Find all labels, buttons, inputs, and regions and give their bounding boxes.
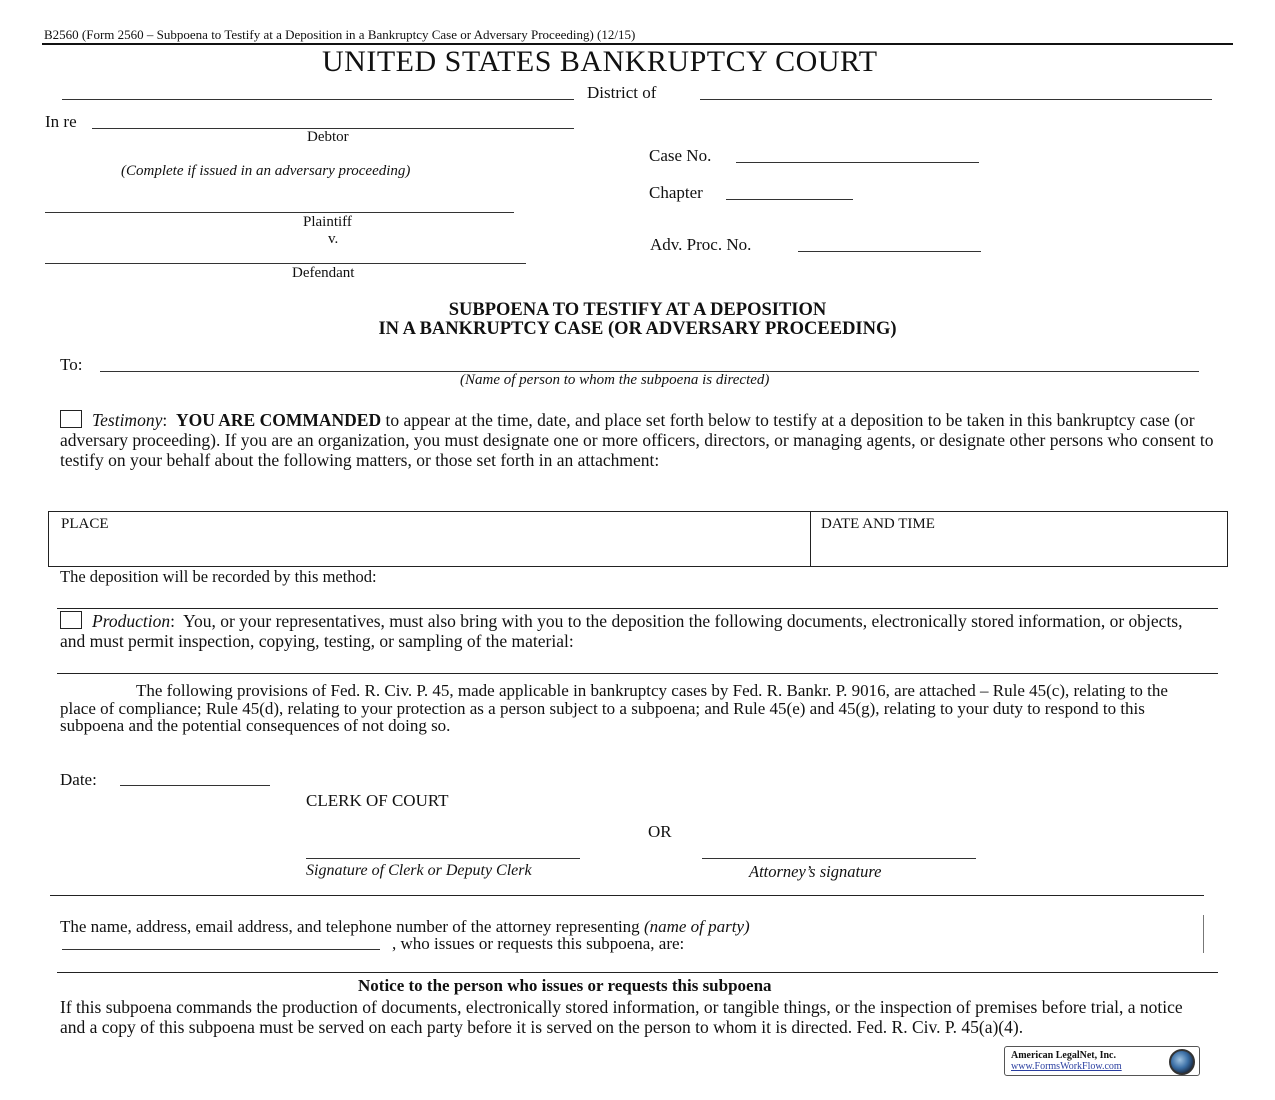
production-checkbox[interactable]: [60, 611, 82, 629]
signature-rule: [50, 895, 1204, 896]
production-rule: [57, 673, 1218, 674]
subpoena-title-1: SUBPOENA TO TESTIFY AT A DEPOSITION: [448, 300, 827, 320]
adversary-note: (Complete if issued in an adversary proceeding): [121, 163, 411, 179]
provisions-intro: The following provisions of: [136, 681, 331, 700]
date-blank[interactable]: [120, 785, 270, 786]
clerk-signature-line[interactable]: [306, 858, 580, 859]
production-text: You, or your representatives, must also bring with you to the deposition the following documents, electronically stored information, or objects, and must permit inspection, copying, testing, or sampling of the material:: [60, 611, 1183, 651]
datetime-header: DATE AND TIME: [821, 516, 935, 532]
attorney-rule: [57, 972, 1218, 973]
production-label: Production: [92, 611, 171, 631]
badge-company: American LegalNet, Inc.: [1011, 1050, 1116, 1061]
date-label: Date:: [60, 770, 97, 789]
case-no-label: Case No.: [649, 146, 712, 165]
to-label: To:: [60, 355, 83, 374]
plaintiff-blank[interactable]: [45, 212, 514, 213]
plaintiff-label: Plaintiff: [303, 214, 352, 230]
subpoena-title-2: IN A BANKRUPTCY CASE (OR ADVERSARY PROCEEDING): [378, 319, 897, 339]
table-divider: [810, 512, 811, 566]
notice-title: Notice to the person who issues or requests this subpoena: [358, 976, 772, 995]
chapter-label: Chapter: [649, 183, 703, 202]
notice-text: If this subpoena commands the production of documents, electronically stored information, or tangible things, or the inspection of premises before trial, a notice and a copy of this subpoena must be served on each party before it is served on the person to whom it is directed. Fed. R. Civ. P. 45(a)(4).: [60, 997, 1183, 1037]
provisions-rest: 45(d), relating to your protection as a person subject to a subpoena; and Rule 45(e) and 45(g), relating to your duty to respond to this subpoena and the potential consequences of not doing so.: [60, 698, 1145, 735]
method-rule: [57, 608, 1218, 609]
clerk-signature-label: Signature of Clerk or Deputy Clerk: [306, 862, 532, 879]
testimony-label: Testimony: [92, 410, 163, 430]
legalnet-badge[interactable]: [1004, 1046, 1200, 1076]
in-re-label: In re: [45, 112, 77, 131]
adv-proc-blank[interactable]: [798, 251, 981, 252]
clerk-label: CLERK OF COURT: [306, 791, 449, 810]
attorney-info-text: The name, address, email address, and telephone number of the attorney representing: [60, 917, 644, 936]
form-id: B2560 (Form 2560 – Subpoena to Testify at a Deposition in a Bankruptcy Case or Adversary Proceeding) (12/15): [44, 27, 636, 42]
attorney-info-party: (name of party): [643, 917, 750, 936]
provisions-paragraph: [60, 682, 1208, 735]
place-header: PLACE: [61, 516, 109, 532]
district-label: District of: [587, 83, 657, 102]
defendant-blank[interactable]: [45, 263, 526, 264]
provisions-rules: Fed. R. Civ. P. 45, made applicable in bankruptcy cases by Fed. R. Bankr. P. 9016, are attached – Rule 45(c), relating to the place of compliance; Rule: [60, 681, 1168, 718]
attorney-info-right-border: [1203, 915, 1204, 953]
testimony-checkbox[interactable]: [60, 410, 82, 428]
debtor-label: Debtor: [307, 129, 349, 145]
attorney-signature-label: Attorney’s signature: [749, 862, 882, 881]
testimony-paragraph: Testimony: YOU ARE COMMANDED to appear at the time, date, and place set forth below to testify at a deposition to be taken in this bankruptcy case (or adversary proceeding). If you are an organization, you must designate one or more officers, directors, or managing agents, or designate other persons who consent to testify on your behalf about the following matters, or those set forth in an attachment:: [60, 410, 1214, 470]
production-paragraph: Production: You, or your representatives, must also bring with you to the deposition the following documents, electronically stored information, or objects, and must permit inspection, copying, testing, or sampling of the material:: [60, 611, 1183, 651]
attorney-signature-line[interactable]: [702, 858, 976, 859]
party-blank[interactable]: [62, 949, 380, 950]
testimony-command: YOU ARE COMMANDED: [175, 410, 382, 430]
defendant-label: Defendant: [292, 265, 355, 281]
to-note: (Name of person to whom the subpoena is directed): [460, 372, 770, 388]
attorney-info-line-2: , who issues or requests this subpoena, are:: [392, 934, 685, 953]
adv-proc-label: Adv. Proc. No.: [650, 235, 752, 254]
testimony-text: to appear at the time, date, and place set forth below to testify at a deposition to be taken in this bankruptcy case (or adversary proceeding). If you are an organization, you must designate one or more officers, directors, or managing agents, or designate other persons who consent to testify on your behalf about the following matters, or those set forth in an attachment:: [60, 410, 1214, 470]
globe-icon: [1169, 1049, 1195, 1075]
chapter-blank[interactable]: [726, 199, 853, 200]
district-blank-left[interactable]: [62, 99, 574, 100]
case-no-blank[interactable]: [736, 162, 979, 163]
place-datetime-table: [48, 511, 1228, 567]
or-label: OR: [648, 822, 672, 841]
recorded-method: The deposition will be recorded by this method:: [60, 567, 377, 586]
court-title: UNITED STATES BANKRUPTCY COURT: [322, 45, 878, 78]
badge-url[interactable]: www.FormsWorkFlow.com: [1011, 1061, 1122, 1072]
versus-label: v.: [328, 231, 339, 247]
district-blank-right[interactable]: [700, 99, 1212, 100]
